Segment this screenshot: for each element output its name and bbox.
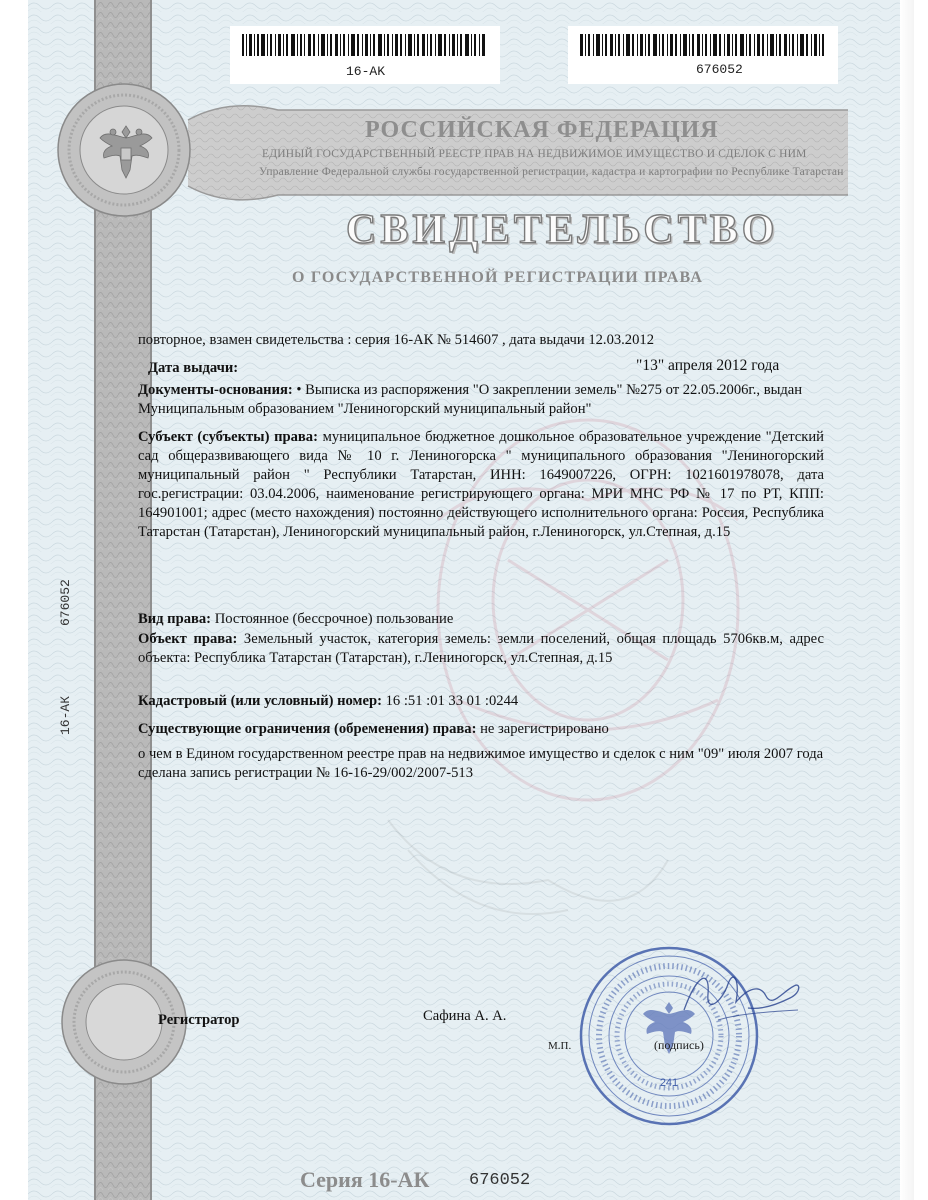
encumbrance-label: Существующие ограничения (обременения) права: (138, 721, 477, 737)
right-type-line (138, 610, 453, 629)
side-number: 676052 (58, 579, 73, 626)
encumbrance-value: не зарегистрировано (476, 721, 609, 737)
registrar-label: Регистратор (158, 1012, 240, 1028)
cadastral-value: 16 :51 :01 33 01 :0244 (381, 693, 519, 709)
right-type-label: Вид права: (138, 611, 212, 627)
record-paragraph: о чем в Едином государственном реестре прав на недвижимое имущество и сделок с ним "09" июля 2007 года сделана запись регистрации № 16-16-29/002/2007-513 (138, 746, 824, 781)
signature-caption: (подпись) (654, 1038, 704, 1052)
stamp-place-label: М.П. (548, 1040, 572, 1052)
subject-text: муниципальное бюджетное дошкольное образовательное учреждение "Детский сад общеразвивающего вида № 10 г. Лениногорска " муниципального образования "Лениногорский муниципальный район " Республики Татарстан, ИНН: 1649007226, ОГРН: 1021601978078, дата гос.регистрации: 03.04.2006, наименование регистрирующего органа: МРИ МНС РФ № 17 по РТ, КПП: 164901001; адрес (место нахождения) постоянно действующего исполнительного органа: Россия, Республика Татарстан (Татарстан), Лениногорский муниципальный район, г.Лениногорск, ул.Степная, д.15 (138, 429, 824, 540)
barcode-left-box (230, 26, 500, 84)
barcode-right-box (568, 26, 838, 84)
subject-paragraph (138, 428, 824, 542)
basis-paragraph (138, 381, 824, 419)
reissue-note: повторное, взамен свидетельства : серия 16-АК № 514607 , дата выдачи 12.03.2012 (138, 332, 654, 348)
coat-of-arms-icon (96, 118, 156, 186)
header-authority: Управление Федеральной службы государственной регистрации, кадастра и картографии по Республике Татарстан (259, 166, 844, 178)
side-series: 16-АК (58, 695, 73, 735)
cadastral-label: Кадастровый (или условный) номер: (138, 693, 382, 709)
issue-date-value: "13" апреля 2012 года (636, 357, 780, 374)
object-label: Объект права: (138, 631, 238, 647)
certificate-subtitle: О ГОСУДАРСТВЕННОЙ РЕГИСТРАЦИИ ПРАВА (292, 269, 704, 286)
registrar-signature (678, 962, 808, 1032)
header-country: РОССИЙСКАЯ ФЕДЕРАЦИЯ (365, 117, 719, 143)
footer-series: Серия 16-АК (300, 1167, 430, 1192)
subject-label: Субъект (субъекты) права: (138, 429, 318, 445)
header-registry: ЕДИНЫЙ ГОСУДАРСТВЕННЫЙ РЕЕСТР ПРАВ НА НЕДВИЖИМОЕ ИМУЩЕСТВО И СДЕЛОК С НИМ (262, 148, 807, 160)
cadastral-line (138, 692, 518, 711)
right-type-text: Постоянное (бессрочное) пользование (211, 611, 454, 627)
barcode-left-number: 16-AK (346, 64, 386, 79)
seal-number: 241 (659, 1077, 679, 1089)
encumbrance-line (138, 720, 609, 739)
basis-label: Документы-основания: (138, 382, 293, 398)
footer-number: 676052 (469, 1171, 531, 1190)
barcode-right (580, 34, 826, 56)
certificate-sheet (28, 0, 914, 1200)
basis-text: • Выписка из распоряжения "О закреплении земель" №275 от 22.05.2006г., выдан Муниципальным образованием "Лениногорский муниципальный район" (138, 382, 803, 417)
registrar-name: Сафина А. А. (423, 1008, 507, 1024)
object-text: Земельный участок, категория земель: земли поселений, общая площадь 5706кв.м, адрес объекта: Республика Татарстан (Татарстан), г.Лениногорск, ул.Степная, д.15 (138, 631, 824, 666)
paper-edge (900, 0, 914, 1200)
barcode-right-number: 676052 (696, 62, 743, 77)
certificate-title: СВИДЕТЕЛЬСТВО (346, 207, 779, 253)
issue-date-label: Дата выдачи: (148, 360, 239, 376)
barcode-left (242, 34, 488, 56)
object-paragraph (138, 630, 824, 668)
